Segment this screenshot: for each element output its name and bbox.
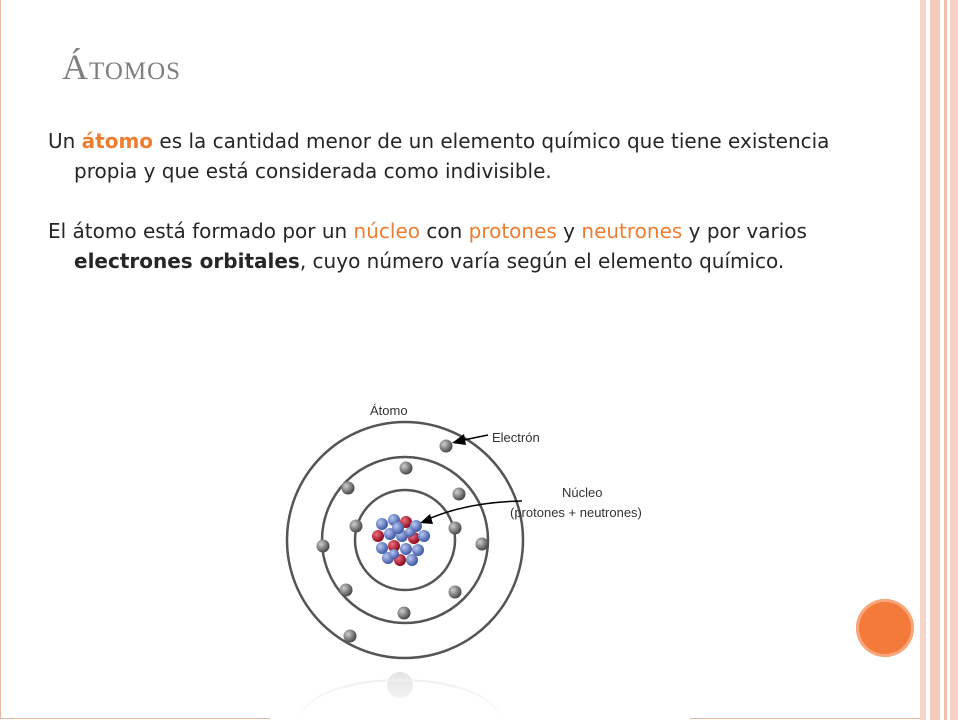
text-run: y por varios xyxy=(682,219,807,243)
term-neutrons: neutrones xyxy=(581,219,683,243)
text-run: es la cantidad menor de un elemento químico que tiene existencia propia y que está considerada como indivisible. xyxy=(74,129,830,183)
diagram-title: Átomo xyxy=(370,403,408,418)
text-run: , cuyo número varía según el elemento químico. xyxy=(299,249,785,273)
decor-stripe xyxy=(944,0,947,720)
text-run: con xyxy=(420,219,469,243)
atom-diagram-svg xyxy=(270,390,690,720)
decor-stripe xyxy=(950,0,958,720)
term-atom: átomo xyxy=(81,129,154,153)
electron-label: Electrón xyxy=(492,430,540,445)
term-protons: protones xyxy=(468,219,557,243)
nucleus xyxy=(372,514,430,566)
nucleus-arrow xyxy=(420,501,522,524)
paragraph-definition xyxy=(48,126,848,186)
decor-orange-circle xyxy=(856,599,914,657)
decor-stripe xyxy=(920,0,926,720)
paragraph-structure xyxy=(48,216,848,276)
atom-diagram xyxy=(270,390,690,720)
term-nucleus: núcleo xyxy=(353,219,420,243)
text-run: El átomo está formado por un xyxy=(48,219,354,243)
decor-stripe xyxy=(930,0,940,720)
text-run: Un xyxy=(48,129,82,153)
nucleus-sublabel: (protones + neutrones) xyxy=(510,505,642,520)
reflection-fade xyxy=(270,660,690,720)
slide-title: Átomos xyxy=(62,47,182,87)
text-run: y xyxy=(556,219,582,243)
term-electrons: electrones orbitales xyxy=(74,249,300,273)
slide-body xyxy=(48,126,848,306)
nucleus-label: Núcleo xyxy=(562,485,603,500)
